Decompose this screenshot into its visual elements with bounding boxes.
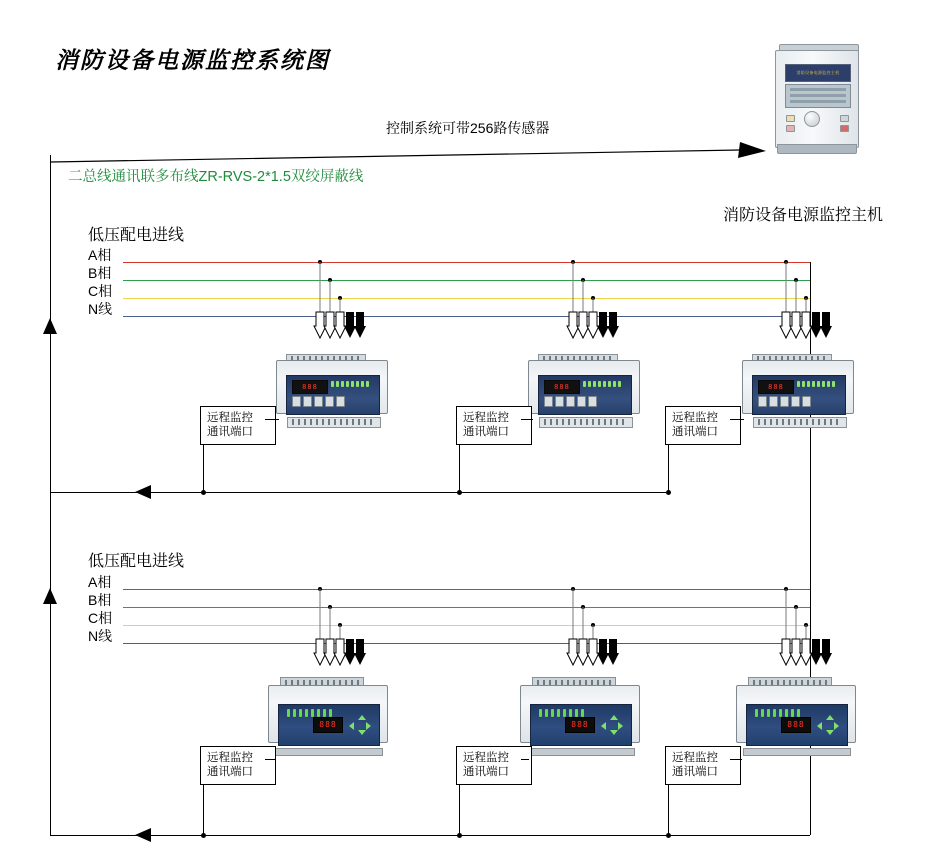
phase-line-a-bottom [123, 589, 810, 590]
power-monitor-module-top-3 [742, 352, 854, 418]
phase-label-b-top: B相 [88, 265, 112, 281]
bus-capacity-label: 控制系统可带256路传感器 [386, 120, 550, 136]
bus-junction-dot [666, 490, 671, 495]
bus-rail-top-group [50, 492, 670, 493]
port-wire-top-3 [730, 419, 744, 420]
module-keypad[interactable] [292, 396, 374, 408]
port-drop-bottom-1 [203, 785, 204, 835]
host-button-1[interactable] [786, 115, 795, 122]
port-wire-bottom-3 [730, 759, 742, 760]
phase-line-a-top [123, 262, 810, 263]
port-drop-top-1 [203, 445, 204, 492]
sensor-display: 888 [565, 717, 595, 733]
module-led-strip [583, 381, 627, 390]
sensor-panel [278, 704, 380, 746]
phase-line-n-top [123, 316, 810, 317]
remote-port-box-top-2: 远程监控 通讯端口 [456, 406, 532, 445]
host-screen [785, 64, 851, 82]
host-button-2[interactable] [786, 125, 795, 132]
sensor-navigation-pad[interactable] [601, 715, 623, 735]
remote-port-box-bottom-1: 远程监控 通讯端口 [200, 746, 276, 785]
ct-drops-top-3 [778, 262, 838, 344]
bus-arrow-left-bottom [135, 828, 151, 842]
sensor-case [520, 685, 640, 743]
host-knob[interactable] [804, 111, 820, 127]
host-base [777, 144, 857, 154]
power-sensor-bottom-2 [520, 675, 640, 747]
host-button-4[interactable] [840, 125, 849, 132]
power-sensor-bottom-1 [268, 675, 388, 747]
sensor-base [743, 748, 851, 756]
module-led-strip [797, 381, 841, 390]
remote-port-box-top-3: 远程监控 通讯端口 [665, 406, 741, 445]
module-keypad[interactable] [758, 396, 840, 408]
bus-junction-dot [201, 833, 206, 838]
phase-line-n-bottom [123, 643, 810, 644]
port-drop-bottom-2 [459, 785, 460, 835]
phase-line-c-bottom [123, 625, 810, 626]
host-lcd [785, 84, 851, 108]
power-sensor-bottom-3 [736, 675, 856, 747]
remote-port-box-bottom-3: 远程监控 通讯端口 [665, 746, 741, 785]
bus-junction-dot [457, 490, 462, 495]
module-keypad[interactable] [544, 396, 626, 408]
ct-drops-top-2 [565, 262, 625, 344]
sensor-case [268, 685, 388, 743]
ct-drops-bottom-2 [565, 589, 625, 671]
module-panel [752, 375, 846, 415]
sensor-navigation-pad[interactable] [349, 715, 371, 735]
feeder-caption-top: 低压配电进线 [88, 227, 185, 244]
sensor-display: 888 [313, 717, 343, 733]
host-caption: 消防设备电源监控主机 [723, 207, 884, 224]
ct-drops-bottom-1 [312, 589, 372, 671]
module-case [276, 360, 388, 414]
phase-label-c-top: C相 [88, 283, 113, 299]
module-panel [538, 375, 632, 415]
sensor-base [527, 748, 635, 756]
module-case [528, 360, 640, 414]
port-drop-bottom-3 [668, 785, 669, 835]
phase-label-c-bottom: C相 [88, 610, 113, 626]
bus-arrow-up-2 [43, 588, 57, 604]
module-bottom-terminal [287, 417, 381, 428]
page-title: 消防设备电源监控系统图 [55, 48, 330, 73]
phase-line-c-top [123, 298, 810, 299]
sensor-base [275, 748, 383, 756]
power-monitor-module-top-2 [528, 352, 640, 418]
remote-port-box-top-1: 远程监控 通讯端口 [200, 406, 276, 445]
module-display: 888 [544, 380, 580, 394]
bus-left-spine [50, 155, 51, 835]
sensor-display: 888 [781, 717, 811, 733]
sensor-panel [530, 704, 632, 746]
sensor-case [736, 685, 856, 743]
monitoring-host-device [775, 44, 861, 154]
bus-junction-dot [457, 833, 462, 838]
module-panel [286, 375, 380, 415]
phase-label-n-top: N线 [88, 301, 113, 317]
bus-bottom-rail [50, 835, 810, 836]
phase-line-b-bottom [123, 607, 810, 608]
power-monitor-module-top-1 [276, 352, 388, 418]
bus-junction-dot [666, 833, 671, 838]
host-body [775, 50, 859, 148]
phase-label-a-bottom: A相 [88, 574, 112, 590]
port-drop-top-3 [668, 445, 669, 492]
bus-arrow-up-1 [43, 318, 57, 334]
ct-drops-bottom-3 [778, 589, 838, 671]
ct-drops-top-1 [312, 262, 372, 344]
sensor-panel [746, 704, 848, 746]
phase-label-a-top: A相 [88, 247, 112, 263]
module-led-strip [331, 381, 375, 390]
port-wire-bottom-2 [521, 759, 529, 760]
host-screen-text: 消防设备电源监控主机 [796, 70, 840, 75]
port-drop-top-2 [459, 445, 460, 492]
module-bottom-terminal [753, 417, 847, 428]
bus-junction-dot [201, 490, 206, 495]
port-wire-top-2 [521, 419, 533, 420]
phase-line-b-top [123, 280, 810, 281]
module-case [742, 360, 854, 414]
port-wire-top-1 [265, 419, 279, 420]
phase-label-n-bottom: N线 [88, 628, 113, 644]
module-bottom-terminal [539, 417, 633, 428]
bus-wiring-label: 二总线通讯联多布线ZR-RVS-2*1.5双绞屏蔽线 [68, 169, 364, 185]
host-button-3[interactable] [840, 115, 849, 122]
sensor-navigation-pad[interactable] [817, 715, 839, 735]
feeder-caption-bottom: 低压配电进线 [88, 553, 185, 570]
phase-label-b-bottom: B相 [88, 592, 112, 608]
module-display: 888 [292, 380, 328, 394]
module-display: 888 [758, 380, 794, 394]
port-wire-bottom-1 [265, 759, 275, 760]
remote-port-box-bottom-2: 远程监控 通讯端口 [456, 746, 532, 785]
